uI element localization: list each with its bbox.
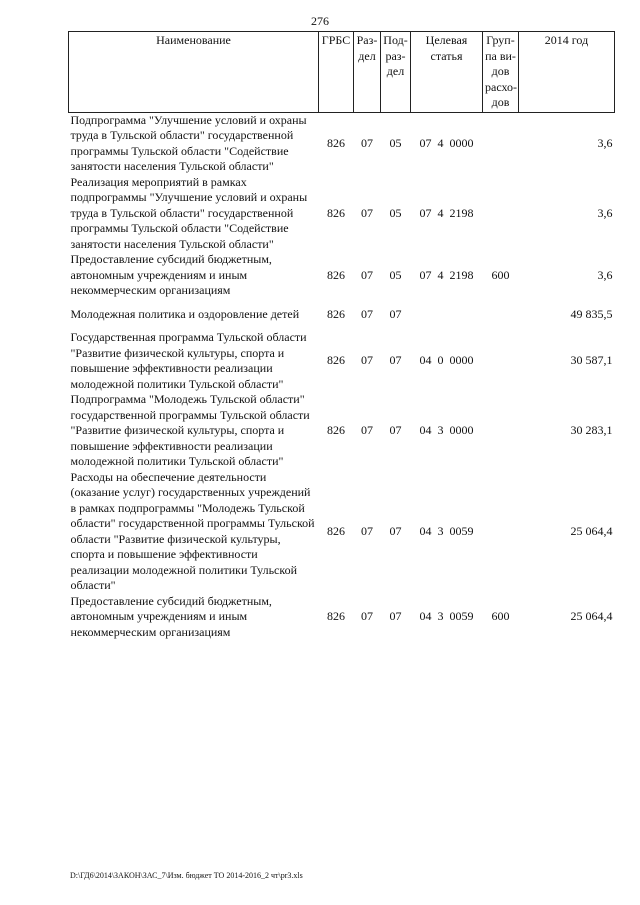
header-target-article: Целевая статья <box>411 32 483 113</box>
table-row <box>69 175 615 253</box>
row-expense-type-group <box>483 112 519 175</box>
row-amount-2014: 30 283,1 <box>570 423 613 437</box>
table-row <box>69 299 615 331</box>
row-name: Молодежная политика и оздоровление детей <box>70 306 300 321</box>
table-row <box>69 112 615 175</box>
row-expense-type-group <box>483 175 519 253</box>
row-target-article: 04 0 0000 <box>419 353 474 368</box>
page-number: 276 <box>311 14 329 28</box>
row-target-article: 07 4 2198 <box>419 267 474 282</box>
row-name: Подпрограмма "Молодежь Тульской области" государственной программы Тульской области "Развитие физической культуры, спорта и повышение эффективности реализации молодежной политики Тульской области" <box>70 392 310 468</box>
row-razdel: 07 <box>361 306 373 321</box>
row-grbs: 826 <box>327 306 345 321</box>
row-podrazdel: 05 <box>389 135 402 150</box>
row-expense-type-group: 600 <box>491 609 510 623</box>
row-razdel: 07 <box>361 267 373 282</box>
table-row <box>69 594 615 641</box>
header-grbs: ГРБС <box>319 32 354 113</box>
row-grbs: 826 <box>327 423 345 437</box>
row-razdel: 07 <box>361 423 373 437</box>
row-amount-2014: 3,6 <box>597 135 613 150</box>
row-expense-type-group <box>483 470 519 594</box>
row-expense-type-group <box>483 299 519 331</box>
header-podrazdel: Под- раз- дел <box>381 32 411 113</box>
row-target-article: 04 3 0000 <box>419 423 474 437</box>
budget-table <box>68 31 615 640</box>
row-expense-type-group <box>483 330 519 392</box>
row-amount-2014: 25 064,4 <box>570 609 613 623</box>
row-amount-2014: 3,6 <box>597 205 613 220</box>
row-podrazdel: 07 <box>389 353 402 368</box>
row-razdel: 07 <box>361 609 373 623</box>
row-name: Предоставление субсидий бюджетным, автономным учреждениям и иным некоммерческим организациям <box>70 593 272 639</box>
row-podrazdel: 07 <box>389 609 402 623</box>
row-target-article <box>411 299 483 331</box>
table-row <box>69 330 615 392</box>
header-razdel: Раз- дел <box>354 32 381 113</box>
row-podrazdel: 07 <box>389 523 402 538</box>
header-expense-type-group: Груп- па ви- дов расхо- дов <box>483 32 519 113</box>
row-grbs: 826 <box>327 135 345 150</box>
table-row <box>69 392 615 470</box>
row-podrazdel: 05 <box>389 205 402 220</box>
row-grbs: 826 <box>327 267 345 282</box>
table-row <box>69 470 615 594</box>
row-podrazdel: 07 <box>389 306 402 321</box>
row-amount-2014: 25 064,4 <box>570 523 613 538</box>
header-year-2014: 2014 год <box>519 32 615 113</box>
row-name: Государственная программа Тульской области "Развитие физической культуры, спорта и повышение эффективности реализации молодежной политики Тульской области" <box>70 330 307 391</box>
table-header-row <box>69 32 615 113</box>
table-row <box>69 252 615 299</box>
row-grbs: 826 <box>327 609 345 623</box>
row-expense-type-group: 600 <box>491 267 510 282</box>
row-target-article: 04 3 0059 <box>419 609 474 623</box>
row-razdel: 07 <box>361 135 373 150</box>
row-amount-2014: 49 835,5 <box>570 306 613 321</box>
footer-file-path: D:\ГД6\2014\ЗАКОН\ЗАС_7\Изм. бюджет ТО 2014-2016_2 чт\pr3.xls <box>70 871 303 880</box>
row-name: Расходы на обеспечение деятельности (оказание услуг) государственных учреждений в рамках подпрограммы "Молодежь Тульской области" государственной программы Тульской области "Развитие физической культуры, спорта и повышение эффективности реализации молодежной политики Тульской области" <box>70 469 315 592</box>
row-grbs: 826 <box>327 523 345 538</box>
row-name: Подпрограмма "Улучшение условий и охраны труда в Тульской области" государственной программы Тульской области "Содействие занятости населения Тульской области" <box>70 112 307 173</box>
row-razdel: 07 <box>361 205 373 220</box>
row-razdel: 07 <box>361 523 373 538</box>
row-target-article: 07 4 2198 <box>419 205 474 220</box>
header-name: Наименование <box>69 32 319 113</box>
row-amount-2014: 30 587,1 <box>570 353 613 368</box>
row-expense-type-group <box>483 392 519 470</box>
row-razdel: 07 <box>361 353 373 368</box>
row-podrazdel: 05 <box>389 267 402 282</box>
row-grbs: 826 <box>327 353 345 368</box>
row-target-article: 04 3 0059 <box>419 523 474 538</box>
row-amount-2014: 3,6 <box>597 267 613 282</box>
row-target-article: 07 4 0000 <box>419 135 474 150</box>
row-name: Предоставление субсидий бюджетным, автономным учреждениям и иным некоммерческим организациям <box>70 252 272 297</box>
row-name: Реализация мероприятий в рамках подпрограммы "Улучшение условий и охраны труда в Тульской области" государственной программы Тульской области "Содействие занятости населения Тульской области" <box>70 174 308 251</box>
row-grbs: 826 <box>327 205 345 220</box>
row-podrazdel: 07 <box>389 423 402 437</box>
